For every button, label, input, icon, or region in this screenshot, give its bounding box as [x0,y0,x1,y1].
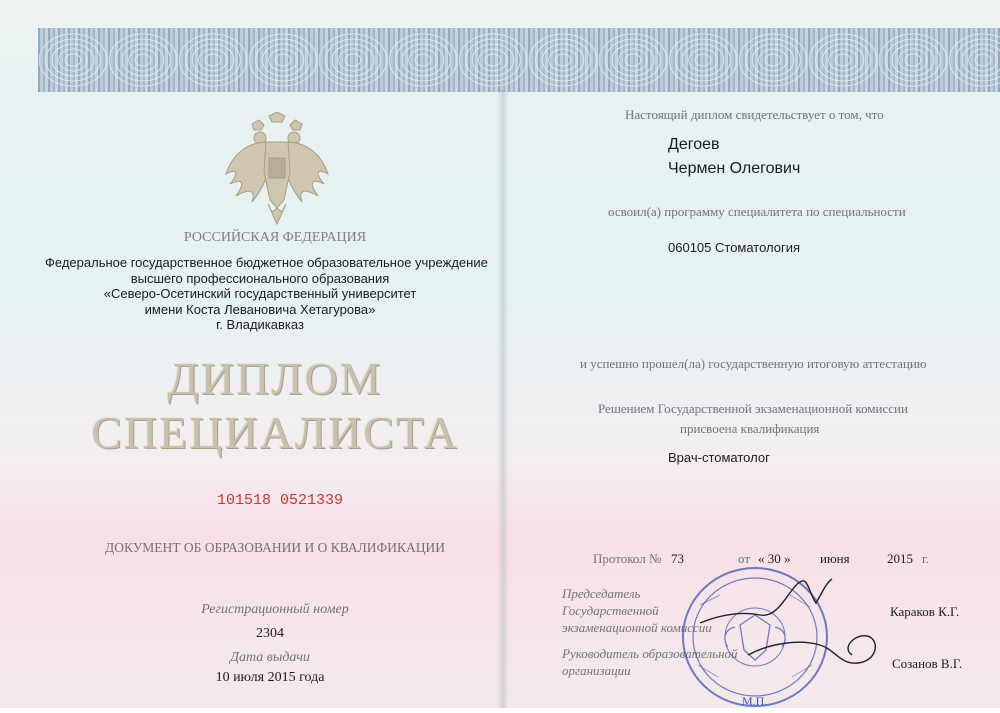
guilloche-rosette [199,49,228,71]
guilloche-rosette [129,49,158,71]
guilloche-rosette [135,54,151,66]
chair-title-line: Председатель [562,586,641,601]
guilloche-rosette [59,49,88,71]
protocol-month: июня [820,551,850,566]
guilloche-rosette [969,49,998,71]
registration-number: 2304 [256,626,284,641]
guilloche-rosette [949,34,1000,86]
guilloche-rosette [459,34,527,86]
guilloche-rosette [256,39,311,81]
diploma-title-line1: ДИПЛОМ [167,353,383,404]
guilloche-rosette [396,39,451,81]
chair-title-line: экзаменационной комиссии [562,620,712,635]
guilloche-rosette [809,34,877,86]
attestation-text: и успешно прошел(ла) государственную итоговую аттестацию [580,356,927,371]
guilloche-rosette [886,39,941,81]
guilloche-rosette [549,49,578,71]
serial-number: 101518 0521339 [216,492,344,509]
guilloche-rosette [415,54,431,66]
guilloche-rosette [599,34,667,86]
guilloche-rosette [899,49,928,71]
issue-date: 10 июля 2015 года [215,670,325,685]
specialty: 060105 Стоматология [668,240,801,255]
coat-of-arms-emblem [222,112,332,232]
guilloche-rosette [835,54,851,66]
guilloche-rosette [536,39,591,81]
head-signature [740,625,900,680]
guilloche-rosette [905,54,921,66]
guilloche-rosette [116,39,171,81]
guilloche-rosette [339,49,368,71]
guilloche-rosette [65,54,81,66]
page-fold [497,90,509,708]
guilloche-rosette [46,39,101,81]
graduate-name: Чермен Олегович [668,160,801,177]
guilloche-rosette [765,54,781,66]
guilloche-rosette [625,54,641,66]
program-mastered-text: освоил(а) программу специалитета по специальности [608,204,906,219]
country-label: РОССИЙСКАЯ ФЕДЕРАЦИЯ [183,230,367,245]
head-title-line: организации [562,663,631,678]
guilloche-rosette [39,34,107,86]
protocol-year-suffix: г. [922,551,930,566]
guilloche-rosette [676,39,731,81]
guilloche-rosette [389,34,457,86]
guilloche-rosette [326,39,381,81]
decision-line1: Решением Государственной экзаменационной комиссии [598,401,908,416]
chair-name: Караков К.Г. [890,604,960,619]
protocol-number: 73 [671,551,684,566]
registration-label: Регистрационный номер [201,602,349,617]
guilloche-rosette [319,34,387,86]
guilloche-rosette [669,34,737,86]
chair-title-line: Государственной [562,603,659,618]
guilloche-rosette [485,54,501,66]
qualification: Врач-стоматолог [668,450,770,465]
guilloche-rosette [269,49,298,71]
guilloche-rosette [345,54,361,66]
graduate-surname: Дегоев [668,136,720,153]
guilloche-rosette [275,54,291,66]
guilloche-rosette [205,54,221,66]
guilloche-rosette [179,34,247,86]
guilloche-rosette [879,34,947,86]
guilloche-rosette [739,34,807,86]
head-title-line: Руководитель образовательной [562,646,738,661]
guilloche-band [38,28,1000,92]
guilloche-rosette [466,39,521,81]
institution-line: высшего профессионального образования [130,270,390,286]
guilloche-rosette [816,39,871,81]
guilloche-rosette [479,49,508,71]
guilloche-rosette [109,34,177,86]
guilloche-rosette [409,49,438,71]
institution-line: «Северо-Осетинский государственный университет [103,286,417,301]
certifies-text: Настоящий диплом свидетельствует о том, что [625,107,884,122]
guilloche-rosette [695,54,711,66]
guilloche-rosette [606,39,661,81]
institution-line: г. Владикавказ [216,317,304,332]
guilloche-rosette [249,34,317,86]
guilloche-rosette [619,49,648,71]
diploma-title-line2: СПЕЦИАЛИСТА [91,407,459,458]
guilloche-rosette [689,49,718,71]
stamp-mark-text: М.П. [742,694,768,708]
protocol-label: Протокол № [593,551,662,566]
institution-line: имени Коста Левановича Хетагурова» [144,301,376,317]
institution-line: Федеральное государственное бюджетное образовательное учреждение [45,255,488,270]
guilloche-rosette [555,54,571,66]
guilloche-rosette [829,49,858,71]
guilloche-rosette [759,49,788,71]
document-type: ДОКУМЕНТ ОБ ОБРАЗОВАНИИ И О КВАЛИФИКАЦИИ [105,540,445,555]
guilloche-rosette [186,39,241,81]
issue-date-label: Дата выдачи [230,650,310,665]
institution-name [45,255,488,333]
head-name: Созанов В.Г. [892,656,963,671]
protocol-from-label: от [738,551,751,566]
guilloche-rosette [529,34,597,86]
guilloche-rosette [975,54,991,66]
guilloche-rosette [746,39,801,81]
decision-line2: присвоена квалификация [680,421,820,436]
protocol-year: 2015 [887,551,913,566]
protocol-day: « 30 » [758,551,791,566]
